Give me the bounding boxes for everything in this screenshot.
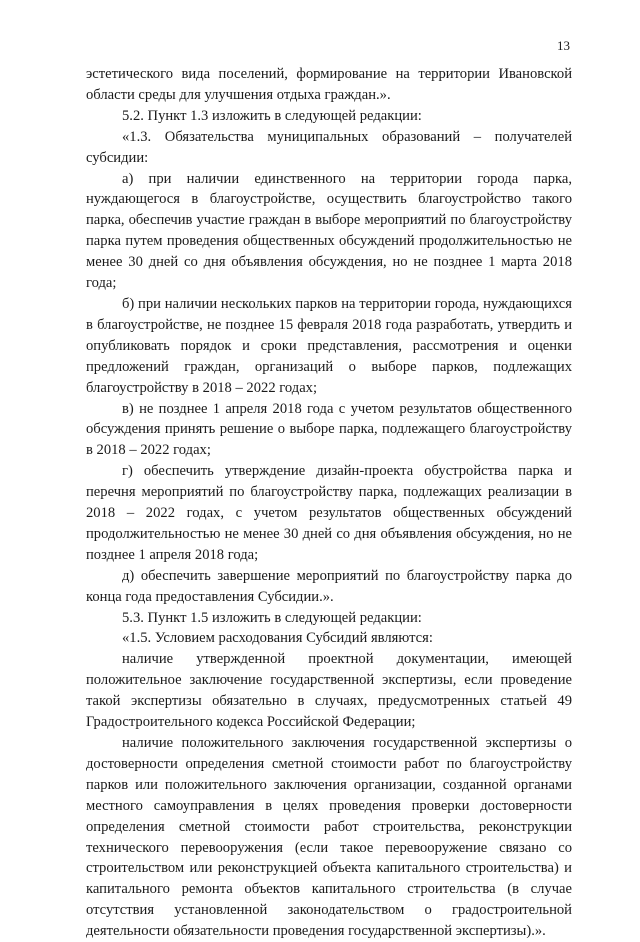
paragraph-item-a: а) при наличии единственного на территории города парка, нуждающегося в благоустройстве, осуществить благоустройство такого парка, обеспечив участие граждан в выборе мероприятий по благоустройству парка путем проведения общественных обсуждений продолжительностью не менее 30 дней со дня объявления обсуждения, но не позднее 1 марта 2018 года; bbox=[86, 170, 572, 292]
paragraph-1-3-heading: «1.3. Обязательства муниципальных образований – получателей субсидии: bbox=[86, 128, 572, 166]
paragraph-item-d: д) обеспечить завершение мероприятий по благоустройству парка до конца года предоставления Субсидии.». bbox=[86, 567, 572, 605]
paragraph-1-5-heading: «1.5. Условием расходования Субсидий являются: bbox=[122, 630, 433, 647]
paragraph-continuation: эстетического вида поселений, формирование на территории Ивановской области среды для улучшения отдыха граждан.». bbox=[86, 66, 572, 103]
document-body bbox=[86, 64, 572, 942]
paragraph-5-2: 5.2. Пункт 1.3 изложить в следующей редакции: bbox=[122, 107, 422, 124]
paragraph-5-3: 5.3. Пункт 1.5 изложить в следующей редакции: bbox=[122, 609, 422, 626]
paragraph-item-g: г) обеспечить утверждение дизайн-проекта обустройства парка и перечня мероприятий по благоустройству парка, подлежащих реализации в 2018 – 2022 годах, с учетом результатов общественных обсуждений продолжительностью не менее 30 дней со дня объявления обсуждения, но не позднее 1 апреля 2018 года; bbox=[86, 463, 572, 563]
paragraph-item-v: в) не позднее 1 апреля 2018 года с учетом результатов общественного обсуждения принять решение о выборе парка, подлежащего благоустройству в 2018 – 2022 годах; bbox=[86, 400, 572, 459]
paragraph-condition-1: наличие утвержденной проектной документации, имеющей положительное заключение государственной экспертизы, если проведение такой экспертизы обязательно в случаях, предусмотренных статьей 49 Градостроительного кодекса Российской Федерации; bbox=[86, 651, 572, 731]
page-number: 13 bbox=[557, 38, 570, 53]
paragraph-item-b: б) при наличии нескольких парков на территории города, нуждающихся в благоустройстве, не позднее 15 февраля 2018 года разработать, утвердить и опубликовать порядок и сроки представления, рассмотрения и оценки предложений граждан, организаций о выборе парков, подлежащих благоустройству в 2018 – 2022 годах; bbox=[86, 295, 572, 396]
paragraph-condition-2: наличие положительного заключения государственной экспертизы о достоверности определения сметной стоимости работ по благоустройству парков или положительного заключения организации, созданной органами местного самоуправления в целях проведения проверки достоверности определения сметной стоимости работ строительства, реконструкции технического перевооружения (если такое перевооружение связано со строительством или реконструкцией объекта капитального строительства) и капитального ремонта объектов капитального строительства (в случае отсутствия установленной законодательством о градостроительной деятельности обязательности проведения государственной экспертизы).». bbox=[86, 735, 572, 940]
